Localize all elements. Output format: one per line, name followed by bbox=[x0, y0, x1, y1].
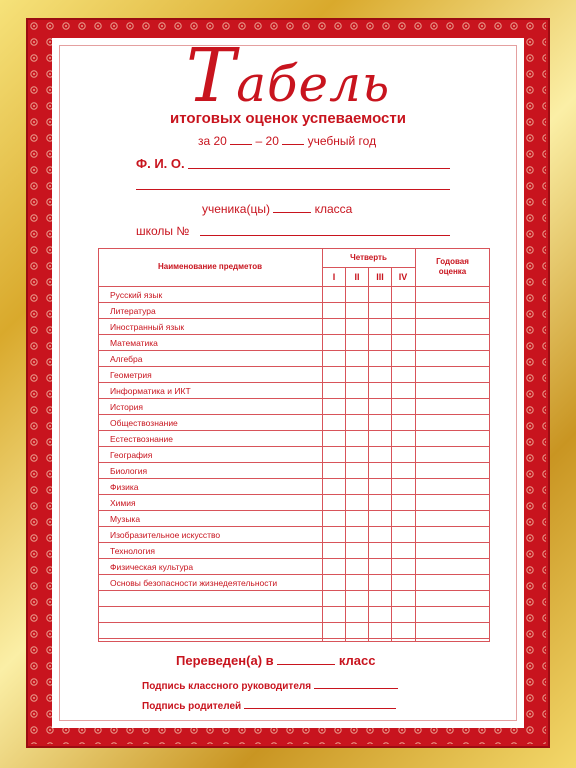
table-row-divider bbox=[98, 638, 490, 639]
table-row-subject: Иностранный язык bbox=[110, 322, 185, 332]
table-row-divider bbox=[98, 606, 490, 607]
year-start-field[interactable] bbox=[230, 134, 252, 145]
column-divider-annual bbox=[415, 248, 416, 642]
teacher-signature-label: Подпись классного руководителя bbox=[142, 681, 312, 692]
table-row-divider bbox=[98, 510, 490, 511]
school-label: школы № bbox=[136, 224, 190, 238]
table-row-divider bbox=[98, 494, 490, 495]
academic-year-line bbox=[198, 134, 376, 148]
table-row-subject: Математика bbox=[110, 338, 158, 348]
table-row-divider bbox=[98, 398, 490, 399]
table-row-divider bbox=[98, 382, 490, 383]
table-border-top bbox=[98, 248, 490, 249]
table-row-subject: Обществознание bbox=[110, 418, 178, 428]
quarter-header: Четверть bbox=[350, 253, 387, 262]
table-row-subject: Физическая культура bbox=[110, 562, 194, 572]
table-row-divider bbox=[98, 574, 490, 575]
transferred-line bbox=[176, 652, 376, 668]
table-row-subject: Информатика и ИКТ bbox=[110, 386, 191, 396]
fio-label: Ф. И. О. bbox=[136, 156, 185, 171]
transferred-class-field[interactable] bbox=[277, 652, 335, 665]
table-row-divider bbox=[98, 462, 490, 463]
fio-field[interactable] bbox=[188, 168, 450, 169]
page-subtitle: итоговых оценок успеваемости bbox=[170, 110, 406, 127]
table-row-subject: Физика bbox=[110, 482, 139, 492]
student-class-line bbox=[202, 202, 352, 216]
table-row-subject: Русский язык bbox=[110, 290, 163, 300]
subjects-header: Наименование предметов bbox=[157, 262, 263, 271]
table-row-divider bbox=[98, 430, 490, 431]
table-row-subject: Естествознание bbox=[110, 434, 174, 444]
table-border-bottom bbox=[98, 641, 490, 642]
table-row-subject: Биология bbox=[110, 466, 148, 476]
table-row-subject: Химия bbox=[110, 498, 136, 508]
table-row-divider bbox=[98, 350, 490, 351]
column-divider-subjects bbox=[322, 248, 323, 642]
school-number-field[interactable] bbox=[200, 235, 450, 236]
annual-header bbox=[415, 257, 490, 277]
transferred-label: Переведен(а) в bbox=[176, 653, 274, 668]
table-row-subject: История bbox=[110, 402, 143, 412]
fio-field-second-line[interactable] bbox=[136, 189, 450, 190]
year-prefix: за 20 bbox=[198, 134, 227, 148]
quarter-2-label: II bbox=[354, 272, 360, 282]
quarter-1-label: I bbox=[332, 272, 336, 282]
parents-signature-line bbox=[142, 698, 396, 712]
column-divider-q1 bbox=[345, 268, 346, 642]
quarter-3-label: III bbox=[376, 272, 384, 282]
title-rest: абель bbox=[236, 55, 391, 113]
annual-header-line1: Годовая bbox=[436, 257, 469, 266]
transferred-suffix: класс bbox=[338, 653, 376, 668]
table-row-divider bbox=[98, 446, 490, 447]
column-divider-q2 bbox=[368, 268, 369, 642]
table-row-subject: Литература bbox=[110, 306, 156, 316]
year-end-field[interactable] bbox=[282, 134, 304, 145]
table-row-subject: Музыка bbox=[110, 514, 141, 524]
table-row-divider bbox=[98, 334, 490, 335]
table-row-subject: Основы безопасности жизнедеятельности bbox=[110, 578, 278, 588]
table-row-divider bbox=[98, 318, 490, 319]
table-row-subject: Изобразительное искусство bbox=[110, 530, 221, 540]
year-mid: – 20 bbox=[255, 134, 279, 148]
class-number-field[interactable] bbox=[273, 202, 311, 213]
table-border-right bbox=[489, 248, 490, 642]
table-row-divider bbox=[98, 622, 490, 623]
table-row-subject: География bbox=[110, 450, 153, 460]
table-row-divider bbox=[98, 526, 490, 527]
student-label: ученика(цы) bbox=[202, 202, 270, 216]
teacher-signature-field[interactable] bbox=[314, 678, 398, 689]
grades-table bbox=[98, 248, 490, 642]
table-row-subject: Технология bbox=[110, 546, 155, 556]
table-border-left bbox=[98, 248, 99, 642]
year-suffix: учебный год bbox=[307, 134, 377, 148]
table-row-subject: Геометрия bbox=[110, 370, 152, 380]
table-row-divider bbox=[98, 478, 490, 479]
table-row-divider bbox=[98, 558, 490, 559]
quarter-header-divider bbox=[322, 267, 415, 268]
table-row-divider bbox=[98, 542, 490, 543]
table-row-divider bbox=[98, 302, 490, 303]
quarter-4-label: IV bbox=[398, 272, 408, 282]
teacher-signature-line bbox=[142, 678, 398, 692]
title-block bbox=[52, 33, 524, 127]
parents-signature-label: Подпись родителей bbox=[142, 701, 242, 712]
table-row-divider bbox=[98, 366, 490, 367]
header-bottom-divider bbox=[98, 286, 490, 287]
table-row-divider bbox=[98, 414, 490, 415]
annual-header-line2: оценка bbox=[438, 267, 467, 276]
class-label: класса bbox=[314, 202, 353, 216]
title-initial: Т bbox=[185, 33, 237, 119]
table-row-divider bbox=[98, 590, 490, 591]
report-card-sheet bbox=[52, 33, 524, 728]
parents-signature-field[interactable] bbox=[244, 698, 396, 709]
table-row-subject: Алгебра bbox=[110, 354, 143, 364]
column-divider-q3 bbox=[391, 268, 392, 642]
